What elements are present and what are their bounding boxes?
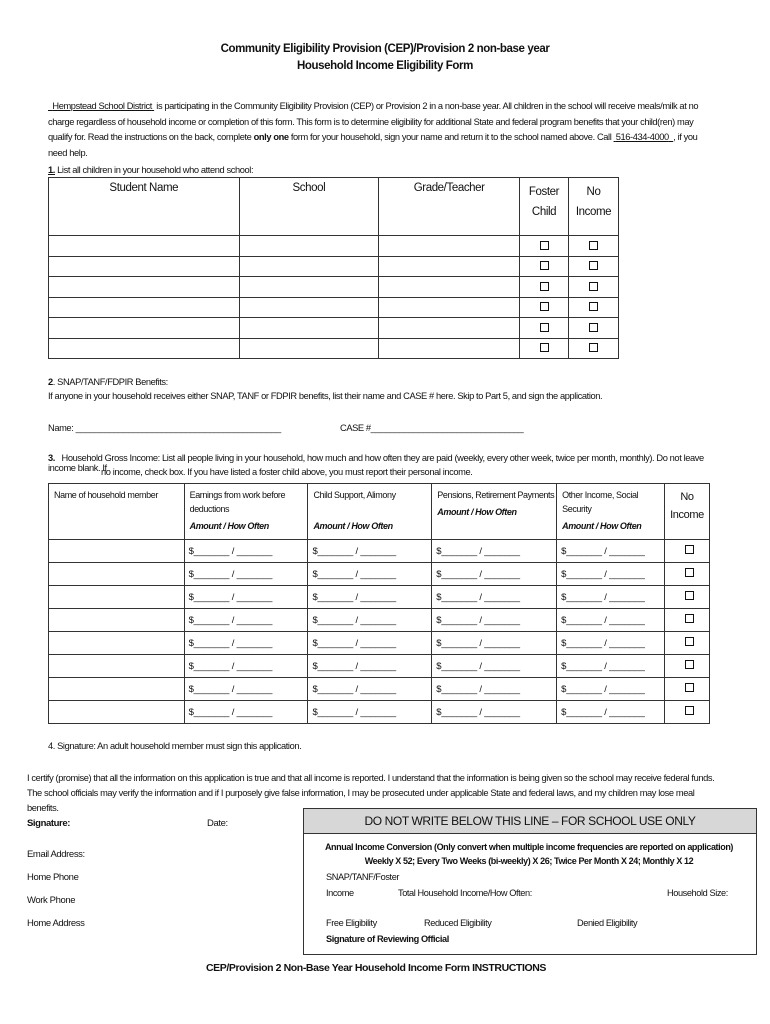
pensions-amount-field[interactable]: $_______ / _______ (432, 655, 557, 678)
no-income-cell (569, 277, 619, 298)
foster-child-checkbox[interactable] (540, 241, 549, 250)
earnings-amount-field[interactable]: $_______ / _______ (184, 632, 308, 655)
foster-child-cell (520, 318, 569, 339)
col-pensions: Pensions, Retirement Payments Amount / How Often (432, 484, 557, 540)
snap-name-field[interactable]: Name: ___________________________________________ (48, 423, 281, 433)
member-name-cell[interactable] (49, 540, 185, 563)
section3-line1: 3. Household Gross Income: List all people living in your household, how much and how often they are paid (weekly, every other week, twice per month, monthly). Do not leave income blank. If (48, 453, 704, 473)
household-size-label: Household Size: (667, 888, 728, 898)
reviewer-signature-label: Signature of Reviewing Official (326, 934, 449, 944)
pensions-amount-field[interactable]: $_______ / _______ (432, 563, 557, 586)
col-no-income-3: No Income (665, 484, 710, 540)
foster-child-checkbox[interactable] (540, 302, 549, 311)
home-phone-field[interactable]: Home Phone (27, 872, 79, 883)
income-row (49, 701, 710, 724)
school-cell[interactable] (239, 338, 379, 359)
earnings-amount-field[interactable]: $_______ / _______ (184, 586, 308, 609)
section2-instructions: If anyone in your household receives either SNAP, TANF or FDPIR benefits, list their name and CASE # here. Skip to Part 5, and sign the application. (48, 391, 603, 401)
member-name-cell[interactable] (49, 609, 185, 632)
section1-label: 1. List all children in your household who attend school: (48, 165, 254, 175)
no-income-checkbox[interactable] (589, 323, 598, 332)
child-row (49, 318, 619, 339)
income-row (49, 678, 710, 701)
free-eligibility-label: Free Eligibility (326, 918, 377, 928)
section3-line2: no income, check box. If you have listed a foster child above, you must report their personal income. (101, 467, 473, 477)
foster-child-cell (520, 277, 569, 298)
child-row (49, 277, 619, 298)
other-income-amount-field[interactable]: $_______ / _______ (557, 540, 665, 563)
child-support-amount-field[interactable]: $_______ / _______ (308, 586, 432, 609)
earnings-amount-field[interactable]: $_______ / _______ (184, 540, 308, 563)
date-field[interactable]: Date: (207, 818, 228, 829)
school-cell[interactable] (239, 256, 379, 277)
no-income-checkbox[interactable] (685, 660, 694, 669)
form-subtitle: Household Income Eligibility Form (297, 60, 473, 72)
no-income-checkbox[interactable] (685, 637, 694, 646)
section2-title: 2. SNAP/TANF/FDPIR Benefits: (48, 377, 168, 387)
other-income-amount-field[interactable]: $_______ / _______ (557, 586, 665, 609)
total-income-label: Total Household Income/How Often: (398, 888, 532, 898)
no-income-checkbox[interactable] (589, 282, 598, 291)
child-support-amount-field[interactable]: $_______ / _______ (308, 632, 432, 655)
no-income-cell (665, 632, 710, 655)
children-table (48, 177, 619, 359)
section4-label: 4. Signature: An adult household member must sign this application. (48, 741, 302, 751)
income-row (49, 609, 710, 632)
child-support-amount-field[interactable]: $_______ / _______ (308, 678, 432, 701)
no-income-cell (665, 540, 710, 563)
no-income-cell (569, 236, 619, 257)
conversion-title: Annual Income Conversion (Only convert when multiple income frequencies are reported on application) (324, 842, 734, 852)
only-one-emphasis: only one (253, 132, 289, 142)
child-support-amount-field[interactable]: $_______ / _______ (308, 655, 432, 678)
student-name-cell[interactable] (49, 318, 240, 339)
income-table-header (49, 484, 710, 540)
no-income-checkbox[interactable] (685, 706, 694, 715)
col-earnings: Earnings from work before deductions Amount / How Often (184, 484, 308, 540)
pensions-amount-field[interactable]: $_______ / _______ (432, 609, 557, 632)
snap-case-field[interactable]: CASE #________________________________ (340, 423, 524, 433)
earnings-amount-field[interactable]: $_______ / _______ (184, 701, 308, 724)
no-income-cell (665, 563, 710, 586)
no-income-checkbox[interactable] (589, 343, 598, 352)
other-income-amount-field[interactable]: $_______ / _______ (557, 678, 665, 701)
school-cell[interactable] (239, 277, 379, 298)
income-row (49, 540, 710, 563)
member-name-cell[interactable] (49, 586, 185, 609)
pensions-amount-field[interactable]: $_______ / _______ (432, 678, 557, 701)
foster-child-checkbox[interactable] (540, 282, 549, 291)
no-income-checkbox[interactable] (589, 261, 598, 270)
snap-foster-label: SNAP/TANF/Foster (326, 872, 400, 882)
child-row (49, 256, 619, 277)
no-income-checkbox[interactable] (685, 614, 694, 623)
student-name-cell[interactable] (49, 297, 240, 318)
foster-child-cell (520, 236, 569, 257)
col-foster-child: Foster Child (520, 178, 569, 236)
no-income-cell (665, 655, 710, 678)
pensions-amount-field[interactable]: $_______ / _______ (432, 701, 557, 724)
grade-teacher-cell[interactable] (379, 277, 520, 298)
foster-child-checkbox[interactable] (540, 261, 549, 270)
home-address-field[interactable]: Home Address (27, 918, 85, 929)
no-income-checkbox[interactable] (685, 591, 694, 600)
foster-child-checkbox[interactable] (540, 343, 549, 352)
email-field[interactable]: Email Address: (27, 849, 85, 860)
school-cell[interactable] (239, 297, 379, 318)
member-name-cell[interactable] (49, 678, 185, 701)
student-name-cell[interactable] (49, 277, 240, 298)
no-income-cell (569, 338, 619, 359)
other-income-amount-field[interactable]: $_______ / _______ (557, 655, 665, 678)
child-row (49, 236, 619, 257)
intro-paragraph: Hempstead School District is participating in the Community Eligibility Provision (CEP) or Provision 2 in a non-base year. All children in the school will receive meals/milk at no charge regardless of household income or completion of this form. This form is to determine eligibility for additional State and federal program benefits that your child(ren) may qualify for. Read the instructions on the back, complete only one form for your household, sign your name and return it to the school named above. Call 516-434-4000 , if you need help. (48, 101, 699, 158)
pensions-amount-field[interactable]: $_______ / _______ (432, 632, 557, 655)
student-name-cell[interactable] (49, 236, 240, 257)
no-income-cell (665, 609, 710, 632)
col-grade-teacher: Grade/Teacher (379, 178, 520, 236)
member-name-cell[interactable] (49, 701, 185, 724)
other-income-amount-field[interactable]: $_______ / _______ (557, 563, 665, 586)
no-income-checkbox[interactable] (685, 683, 694, 692)
student-name-cell[interactable] (49, 256, 240, 277)
income-row (49, 632, 710, 655)
col-student-name: Student Name (49, 178, 240, 236)
signature-field[interactable]: Signature: (27, 818, 70, 829)
foster-child-cell (520, 297, 569, 318)
school-cell[interactable] (239, 318, 379, 339)
col-member-name: Name of household member (49, 484, 185, 540)
child-support-amount-field[interactable]: $_______ / _______ (308, 609, 432, 632)
work-phone-field[interactable]: Work Phone (27, 895, 76, 906)
income-label: Income (326, 888, 354, 898)
grade-teacher-cell[interactable] (379, 297, 520, 318)
no-income-cell (569, 256, 619, 277)
earnings-amount-field[interactable]: $_______ / _______ (184, 678, 308, 701)
col-other-income: Other Income, Social Security Amount / How Often (557, 484, 665, 540)
other-income-amount-field[interactable]: $_______ / _______ (557, 632, 665, 655)
no-income-cell (569, 297, 619, 318)
col-child-support: Child Support, Alimony Amount / How Often (308, 484, 432, 540)
no-income-cell (665, 586, 710, 609)
earnings-amount-field[interactable]: $_______ / _______ (184, 609, 308, 632)
reduced-eligibility-label: Reduced Eligibility (424, 918, 492, 928)
form-title: Community Eligibility Provision (CEP)/Provision 2 non-base year (220, 43, 550, 55)
child-row (49, 297, 619, 318)
school-use-banner: DO NOT WRITE BELOW THIS LINE – FOR SCHOOL USE ONLY (303, 808, 757, 834)
member-name-cell[interactable] (49, 563, 185, 586)
grade-teacher-cell[interactable] (379, 236, 520, 257)
col-no-income: No Income (569, 178, 619, 236)
foster-child-cell (520, 256, 569, 277)
earnings-amount-field[interactable]: $_______ / _______ (184, 655, 308, 678)
no-income-cell (569, 318, 619, 339)
other-income-amount-field[interactable]: $_______ / _______ (557, 701, 665, 724)
grade-teacher-cell[interactable] (379, 338, 520, 359)
child-support-amount-field[interactable]: $_______ / _______ (308, 563, 432, 586)
school-cell[interactable] (239, 236, 379, 257)
pensions-amount-field[interactable]: $_______ / _______ (432, 540, 557, 563)
other-income-amount-field[interactable]: $_______ / _______ (557, 609, 665, 632)
district-name: Hempstead School District (52, 101, 152, 111)
no-income-checkbox[interactable] (685, 568, 694, 577)
earnings-amount-field[interactable]: $_______ / _______ (184, 563, 308, 586)
income-table (48, 483, 710, 724)
no-income-cell (665, 678, 710, 701)
member-name-cell[interactable] (49, 632, 185, 655)
member-name-cell[interactable] (49, 655, 185, 678)
instructions-footer: CEP/Provision 2 Non-Base Year Household Income Form INSTRUCTIONS (205, 962, 547, 974)
child-support-amount-field[interactable]: $_______ / _______ (308, 701, 432, 724)
no-income-cell (665, 701, 710, 724)
no-income-checkbox[interactable] (685, 545, 694, 554)
foster-child-checkbox[interactable] (540, 323, 549, 332)
grade-teacher-cell[interactable] (379, 318, 520, 339)
foster-child-cell (520, 338, 569, 359)
income-row (49, 655, 710, 678)
income-row (49, 586, 710, 609)
child-support-amount-field[interactable]: $_______ / _______ (308, 540, 432, 563)
no-income-checkbox[interactable] (589, 241, 598, 250)
child-row (49, 338, 619, 359)
income-row (49, 563, 710, 586)
denied-eligibility-label: Denied Eligibility (577, 918, 638, 928)
certification-text: I certify (promise) that all the information on this application is true and that all income is reported. I understand that the information is being given so the school may receive federal funds. The school officials may verify the information and if I purposely give false information, I may be prosecuted under applicable State and federal laws, and my children may lose meal benefits. (27, 773, 715, 813)
conversion-rates: Weekly X 52; Every Two Weeks (bi-weekly) X 26; Twice Per Month X 24; Monthly X 12 (364, 856, 694, 866)
pensions-amount-field[interactable]: $_______ / _______ (432, 586, 557, 609)
col-school: School (239, 178, 379, 236)
children-table-header (49, 178, 619, 236)
help-phone: 516-434-4000 (615, 132, 669, 142)
student-name-cell[interactable] (49, 338, 240, 359)
grade-teacher-cell[interactable] (379, 256, 520, 277)
no-income-checkbox[interactable] (589, 302, 598, 311)
